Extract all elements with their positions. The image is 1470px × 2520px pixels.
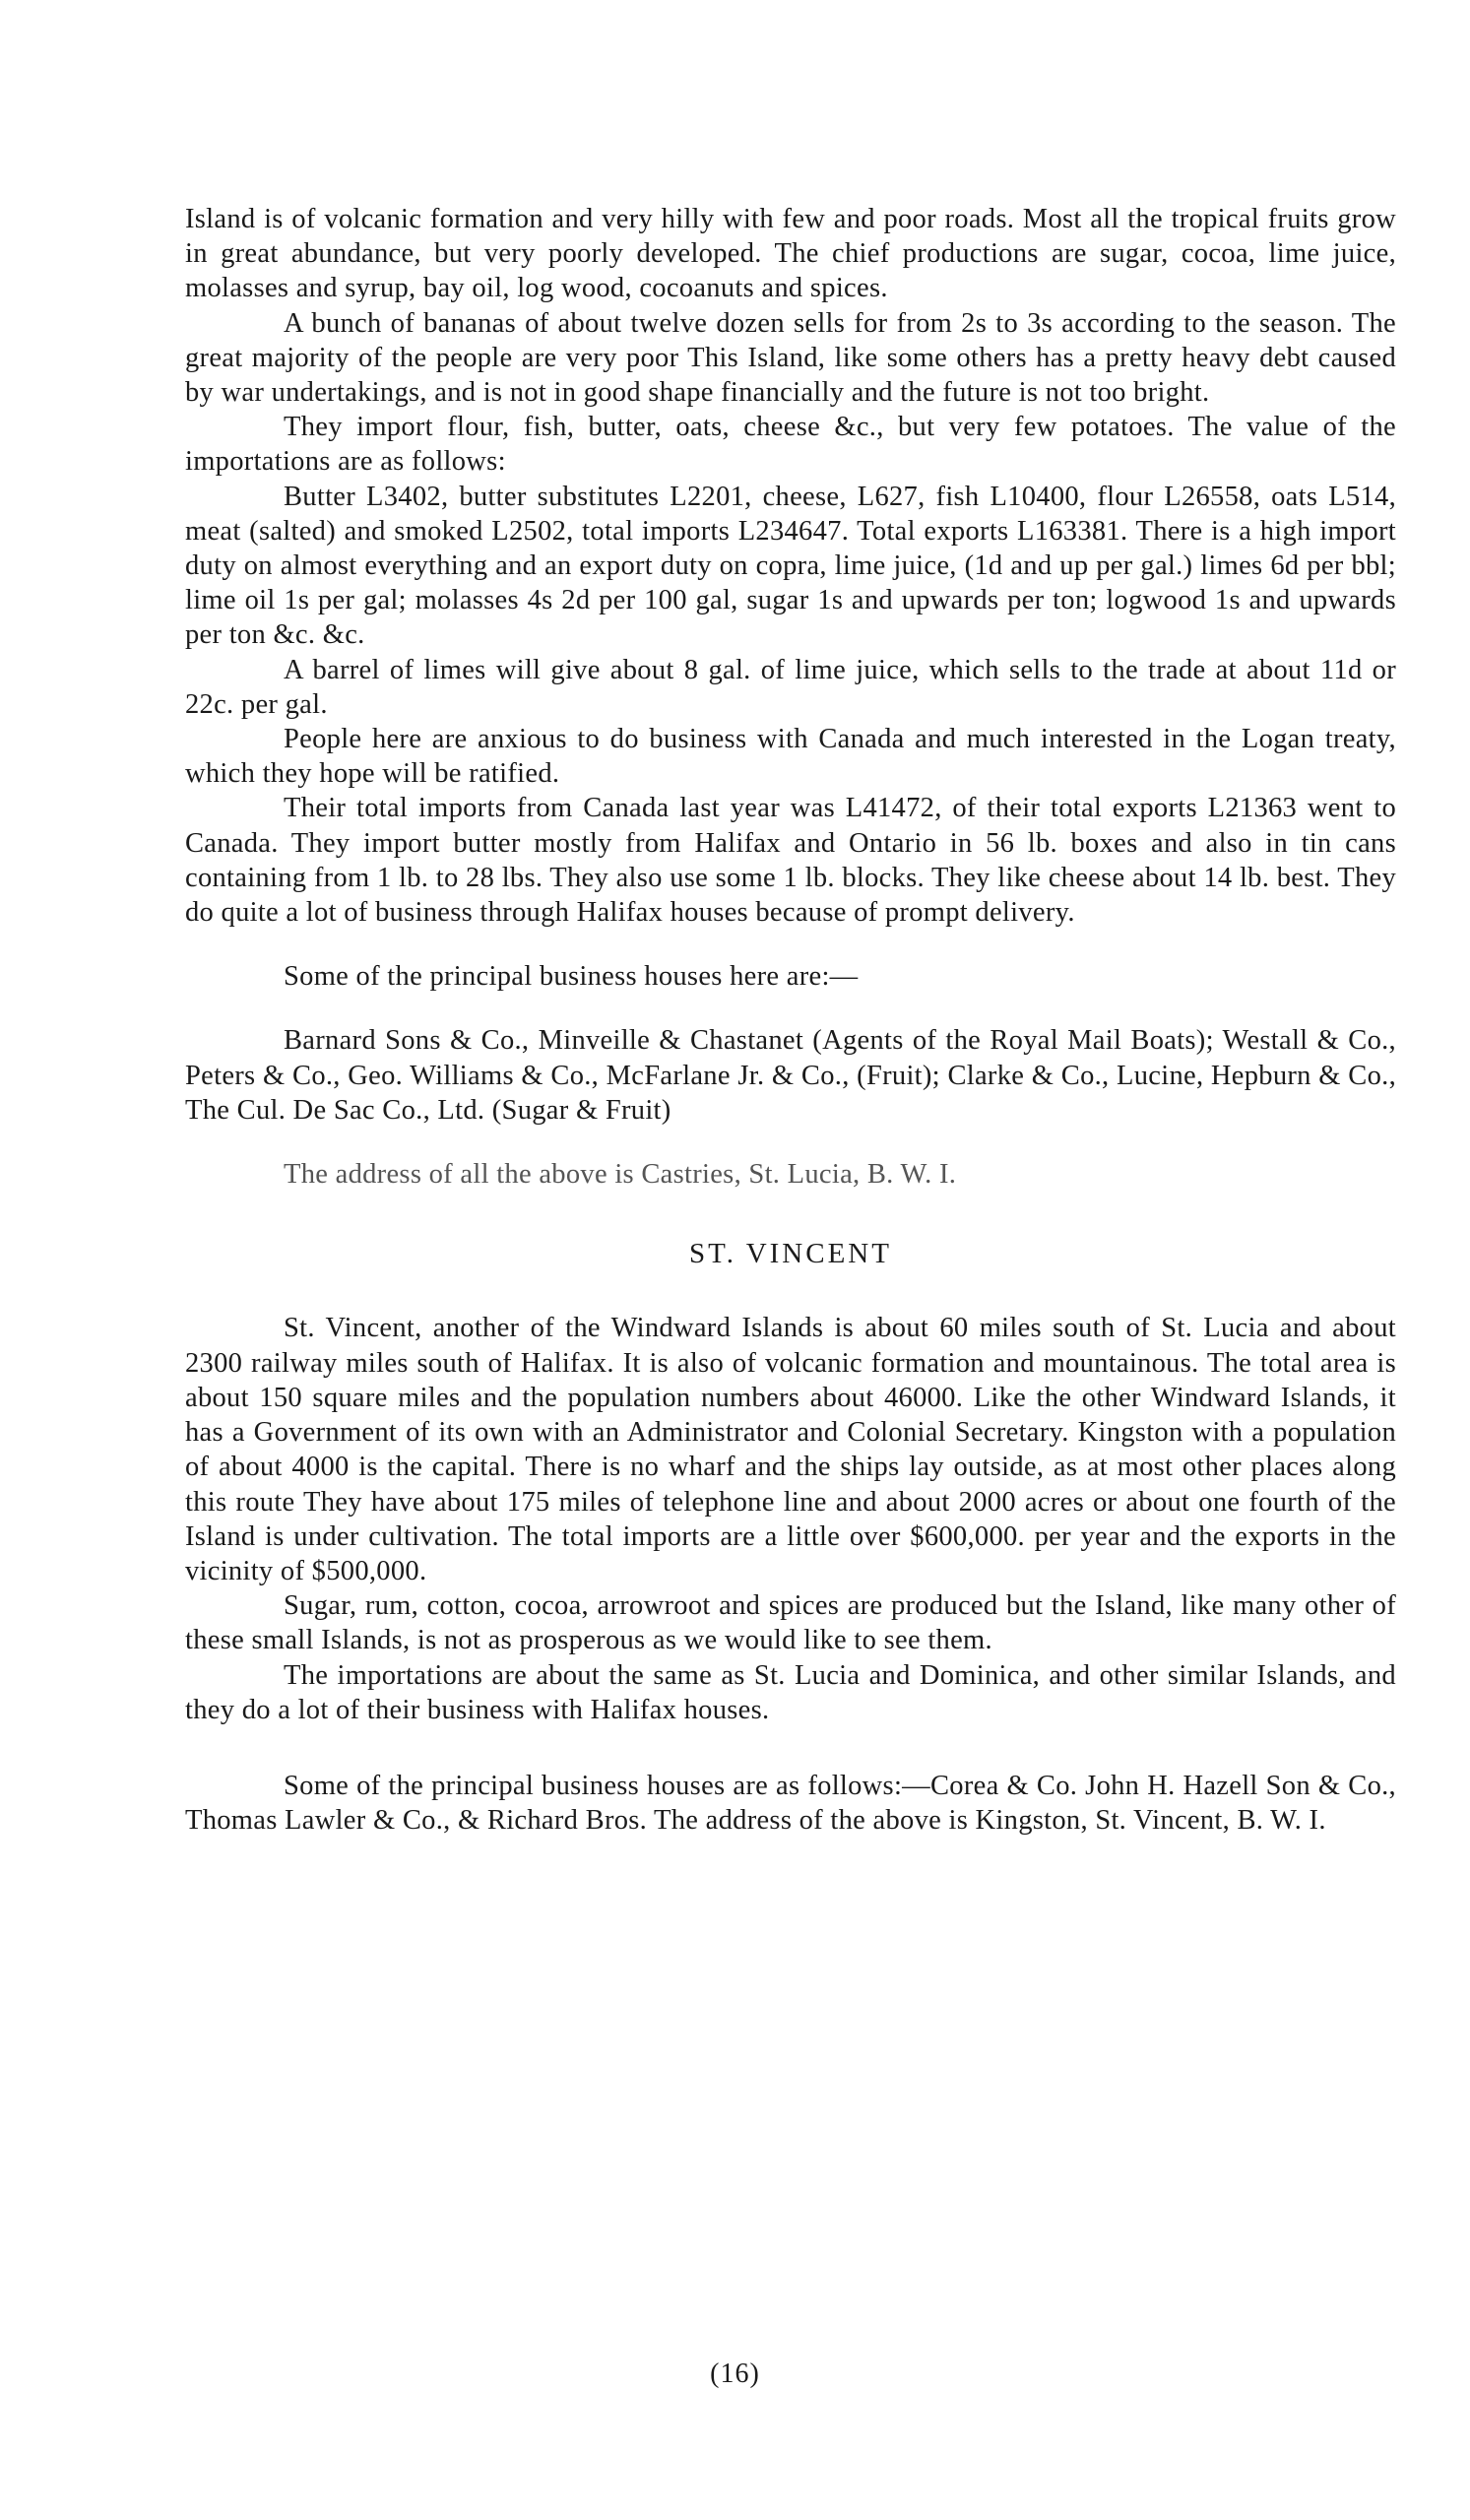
page-number: (16) xyxy=(710,2358,760,2389)
vincent-paragraph-3: The importations are about the same as St. Lucia and Dominica, and other similar Islands, and they do a lot of their business with Halifax houses. xyxy=(185,1659,1396,1725)
section-heading-st-vincent: ST. VINCENT xyxy=(689,1238,892,1270)
vincent-houses: Some of the principal business houses are as follows:—Corea & Co. John H. Hazell Son & Co., Thomas Lawler & Co., & Richard Bros. The address of the above is Kingston, St. Vincent, B. W. I. xyxy=(185,1770,1396,1837)
document-page xyxy=(185,202,1396,1838)
lucia-paragraph-3: They import flour, fish, butter, oats, cheese &c., but very few potatoes. The value of the importations are as follows: xyxy=(185,412,1396,478)
lucia-paragraph-7: Their total imports from Canada last year was L41472, of their total exports L21363 went to Canada. They import butter mostly from Halifax and Ontario in 56 lb. boxes and also in tin cans containing from 1 lb. to 28 lbs. They also use some 1 lb. blocks. They like cheese about 14 lb. best. They do quite a lot of business through Halifax houses because of prompt delivery. xyxy=(185,793,1396,929)
lucia-paragraph-4: Butter L3402, butter substitutes L2201, cheese, L627, fish L10400, flour L26558, oats L514, meat (salted) and smoked L2502, total imports L234647. Total exports L163381. There is a high import duty on almost everything and an export duty on copra, lime juice, (1d and up per gal.) limes 6d per bbl; lime oil 1s per gal; molasses 4s 2d per 100 gal, sugar 1s and upwards per ton; logwood 1s and upwards per ton &c. &c. xyxy=(185,481,1396,651)
vincent-paragraph-1: St. Vincent, another of the Windward Islands is about 60 miles south of St. Lucia and about 2300 railway miles south of Halifax. It is also of volcanic formation and mountainous. The total area is about 150 square miles and the population numbers about 46000. Like the other Windward Islands, it has a Government of its own with an Administrator and Colonial Secretary. Kingston with a population of about 4000 is the capital. There is no wharf and the ships lay outside, as at most other places along this route They have about 175 miles of telephone line and about 2000 acres or about one fourth of the Island is under cultivation. The total imports are a little over $600,000. per year and the exports in the vicinity of $500,000. xyxy=(185,1313,1396,1586)
lucia-address: The address of all the above is Castries, St. Lucia, B. W. I. xyxy=(284,1159,957,1191)
vincent-paragraph-2: Sugar, rum, cotton, cocoa, arrowroot and spices are produced but the Island, like many other of these small Islands, is not as prosperous as we would like to see them. xyxy=(185,1590,1396,1656)
lucia-paragraph-1: Island is of volcanic formation and very hilly with few and poor roads. Most all the tropical fruits grow in great abundance, but very poorly developed. The chief productions are sugar, cocoa, lime juice, molasses and syrup, bay oil, log wood, cocoanuts and spices. xyxy=(185,204,1396,304)
lucia-paragraph-6: People here are anxious to do business with Canada and much interested in the Logan treaty, which they hope will be ratified. xyxy=(185,724,1396,790)
lucia-houses-list: Barnard Sons & Co., Minveille & Chastanet (Agents of the Royal Mail Boats); Westall & Co., Peters & Co., Geo. Williams & Co., McFarlane Jr. & Co., (Fruit); Clarke & Co., Lucine, Hepburn & Co., The Cul. De Sac Co., Ltd. (Sugar & Fruit) xyxy=(185,1025,1396,1126)
lucia-paragraph-5: A barrel of limes will give about 8 gal. of lime juice, which sells to the trade at about 11d or 22c. per gal. xyxy=(185,654,1396,720)
lucia-houses-intro: Some of the principal business houses here are:— xyxy=(284,961,859,993)
lucia-paragraph-2: A bunch of bananas of about twelve dozen sells for from 2s to 3s according to the season. The great majority of the people are very poor This Island, like some others has a pretty heavy debt caused by war undertakings, and is not in good shape financially and the future is not too bright. xyxy=(185,307,1396,409)
